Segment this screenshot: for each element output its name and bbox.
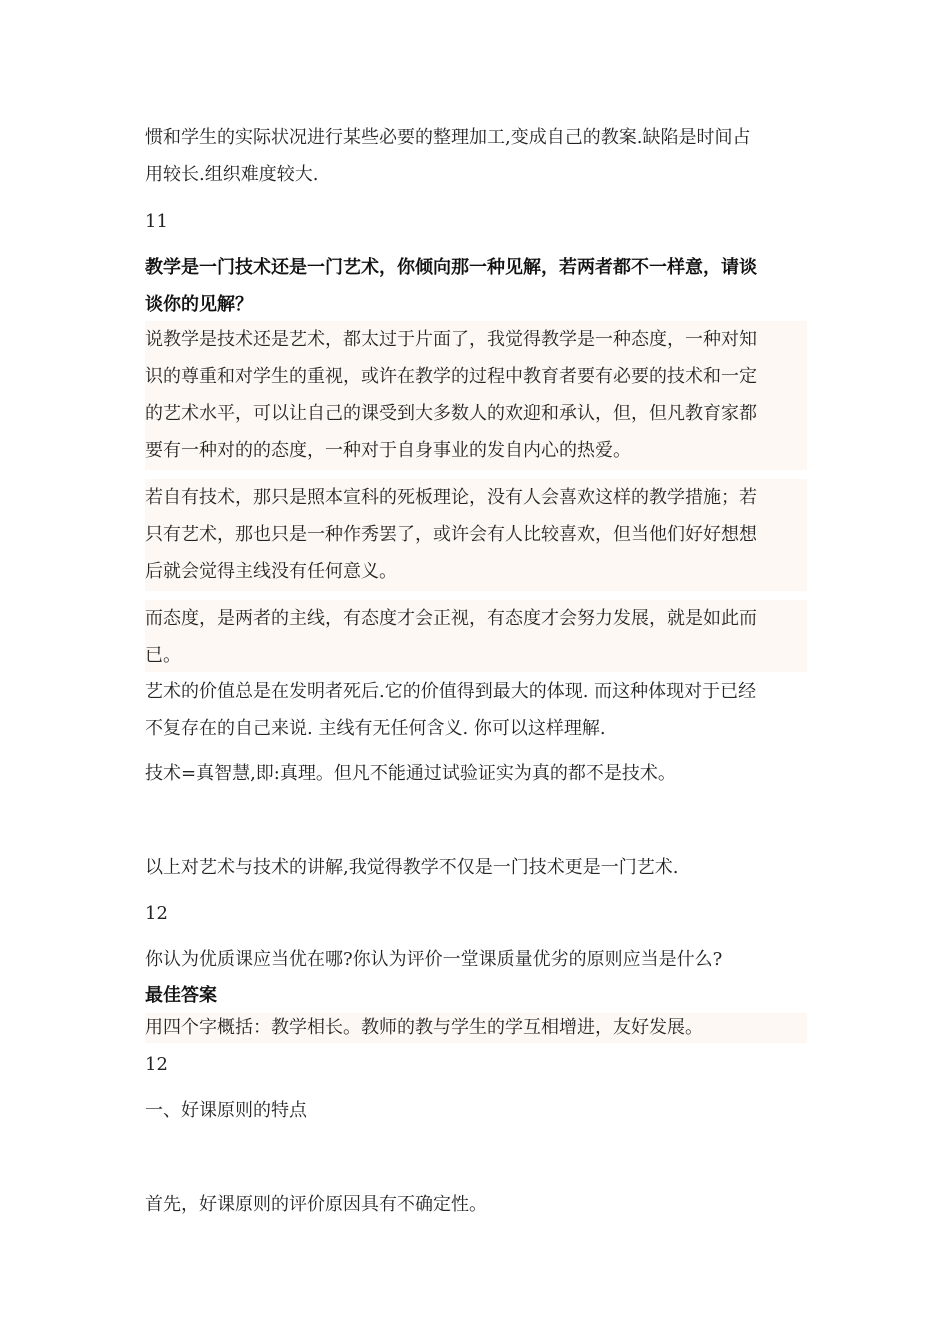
answer-11-paragraph-1	[145, 321, 807, 470]
best-answer-label: 最佳答案	[145, 985, 217, 1006]
answer-12-text: 用四个字概括：教学相长。教师的教与学生的学互相增进，友好发展。	[145, 1013, 807, 1043]
text-line: 不复存在的自己来说. 主线有无任何含义. 你可以这样理解.	[145, 718, 606, 739]
text-line: 已。	[145, 645, 181, 666]
text-line: 只有艺术，那也只是一种作秀罢了，或许会有人比较喜欢，但当他们好好想想	[145, 524, 757, 545]
question-number-11: 11	[145, 211, 168, 232]
question-11-heading	[145, 249, 807, 323]
text-line: 说教学是技术还是艺术，都太过于片面了，我觉得教学是一种态度，一种对知	[145, 329, 757, 350]
text-line: 若自有技术，那只是照本宣科的死板理论，没有人会喜欢这样的教学措施；若	[145, 487, 757, 508]
question-number-12: 12	[145, 903, 168, 924]
technology-definition: 技术=真智慧,即:真理。但凡不能通过试验证实为真的都不是技术。	[145, 763, 676, 784]
art-value-paragraph	[145, 673, 807, 747]
text-line: 后就会觉得主线没有任何意义。	[145, 561, 397, 582]
text-line: 用较长.组织难度较大.	[145, 164, 319, 185]
intro-paragraph	[145, 119, 807, 193]
text-line: 惯和学生的实际状况进行某些必要的整理加工,变成自己的教案.缺陷是时间占	[145, 127, 751, 148]
text-line: 谈你的见解？	[145, 294, 253, 315]
text-line: 要有一种对的的态度，一种对于自身事业的发自内心的热爱。	[145, 440, 631, 461]
text-line: 的艺术水平，可以让自己的课受到大多数人的欢迎和承认，但，但凡教育家都	[145, 403, 757, 424]
text-line: 识的尊重和对学生的重视，或许在教学的过程中教育者要有必要的技术和一定	[145, 366, 757, 387]
section-title: 一、好课原则的特点	[145, 1100, 307, 1121]
answer-11-paragraph-3	[145, 600, 807, 672]
text-line: 而态度，是两者的主线，有态度才会正视，有态度才会努力发展，就是如此而	[145, 608, 757, 629]
answer-11-paragraph-2	[145, 479, 807, 591]
first-point-paragraph: 首先，好课原则的评价原因具有不确定性。	[145, 1194, 487, 1215]
question-12-text: 你认为优质课应当优在哪?你认为评价一堂课质量优劣的原则应当是什么?	[145, 949, 723, 970]
text-line: 艺术的价值总是在发明者死后.它的价值得到最大的体现. 而这种体现对于已经	[145, 681, 757, 702]
text-line: 教学是一门技术还是一门艺术，你倾向那一种见解，若两者都不一样意，请谈	[145, 257, 757, 278]
conclusion-paragraph: 以上对艺术与技术的讲解,我觉得教学不仅是一门技术更是一门艺术.	[145, 857, 679, 878]
section-number-12: 12	[145, 1054, 168, 1075]
